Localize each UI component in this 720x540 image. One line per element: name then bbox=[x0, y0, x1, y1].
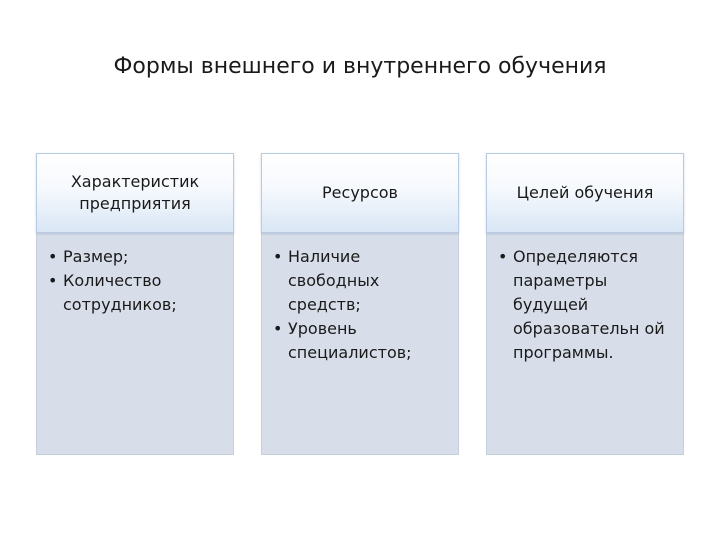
slide-title: Формы внешнего и внутреннего обучения bbox=[113, 54, 607, 79]
list-item bbox=[270, 245, 450, 317]
bullet-icon: • bbox=[48, 247, 58, 266]
column-header: Ресурсов bbox=[261, 153, 459, 233]
bullet-list bbox=[495, 245, 675, 365]
column-enterprise-characteristics bbox=[36, 153, 234, 455]
column-body bbox=[261, 233, 459, 455]
list-item bbox=[45, 269, 225, 317]
bullet-icon: • bbox=[273, 319, 283, 338]
bullet-list bbox=[270, 245, 450, 365]
bullet-icon: • bbox=[273, 247, 283, 266]
bullet-icon: • bbox=[498, 247, 508, 266]
column-body bbox=[36, 233, 234, 455]
list-item-text: Количество сотрудников; bbox=[63, 271, 177, 314]
list-item bbox=[495, 245, 675, 365]
list-item bbox=[45, 245, 225, 269]
column-body bbox=[486, 233, 684, 455]
list-item-text: Размер; bbox=[63, 247, 129, 266]
column-header: Целей обучения bbox=[486, 153, 684, 233]
bullet-icon: • bbox=[48, 271, 58, 290]
column-learning-goals bbox=[486, 153, 684, 455]
bullet-list bbox=[45, 245, 225, 317]
column-resources bbox=[261, 153, 459, 455]
column-header: Характеристик предприятия bbox=[36, 153, 234, 233]
list-item-text: Уровень специалистов; bbox=[288, 319, 412, 362]
list-item-text: Определяются параметры будущей образовательн ой программы. bbox=[513, 247, 665, 362]
list-item-text: Наличие свободных средств; bbox=[288, 247, 380, 314]
list-item bbox=[270, 317, 450, 365]
